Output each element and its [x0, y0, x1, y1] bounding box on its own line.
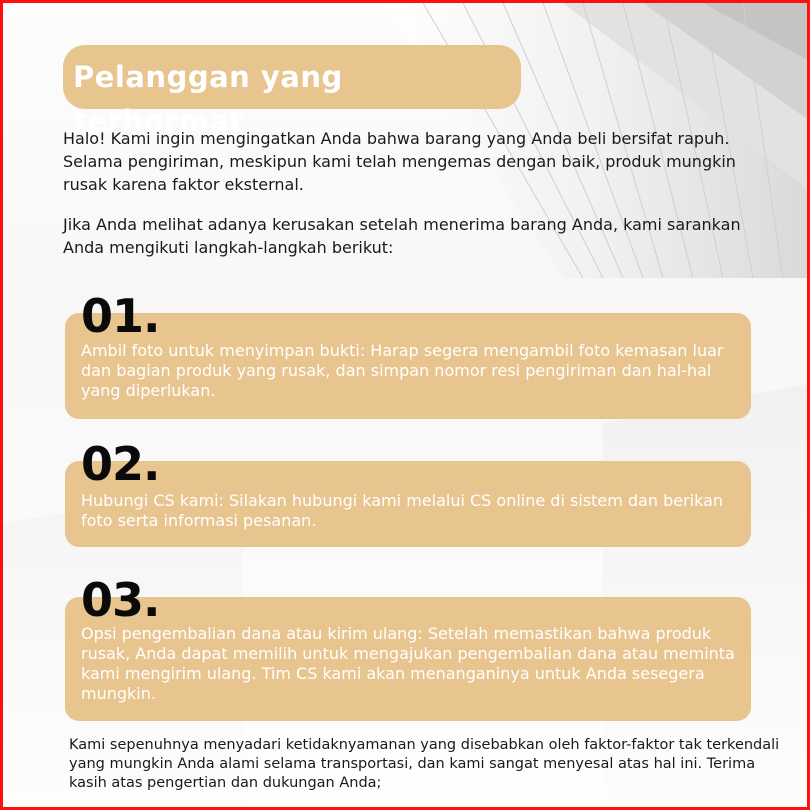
step-number-3: 03.: [81, 573, 160, 627]
step-text-2: Hubungi CS kami: Silakan hubungi kami melalui CS online di sistem dan berikan foto serta informasi pesanan.: [81, 491, 724, 530]
intro-paragraph: Halo! Kami ingin mengingatkan Anda bahwa barang yang Anda beli bersifat rapuh. Selama pengiriman, meskipun kami telah mengemas dengan baik, produk mungkin rusak karena faktor eksternal.: [63, 129, 736, 194]
step-number-2: 02.: [81, 437, 160, 491]
page-title: Pelanggan yang terhormat: [73, 60, 343, 138]
step-text-1: Ambil foto untuk menyimpan bukti: Harap segera mengambil foto kemasan luar dan bagian produk yang rusak, dan simpan nomor resi pengiriman dan hal-hal yang diperlukan.: [81, 341, 724, 400]
step-number-1: 01.: [81, 289, 160, 343]
instruction-paragraph: Jika Anda melihat adanya kerusakan setelah menerima barang Anda, kami sarankan Anda mengikuti langkah-langkah berikut:: [63, 215, 741, 257]
step-text-3: Opsi pengembalian dana atau kirim ulang: Setelah memastikan bahwa produk rusak, Anda dapat memilih untuk mengajukan pengembalian dana atau meminta kami mengirim ulang. Tim CS kami akan menanganinya untuk Anda sesegera mungkin.: [81, 624, 735, 703]
closing-paragraph: Kami sepenuhnya menyadari ketidaknyamanan yang disebabkan oleh faktor-faktor tak terkendali yang mungkin Anda alami selama transportasi, dan kami sangat menyesal atas hal ini. Terima kasih atas pengertian dan dukungan Anda;: [69, 737, 780, 791]
